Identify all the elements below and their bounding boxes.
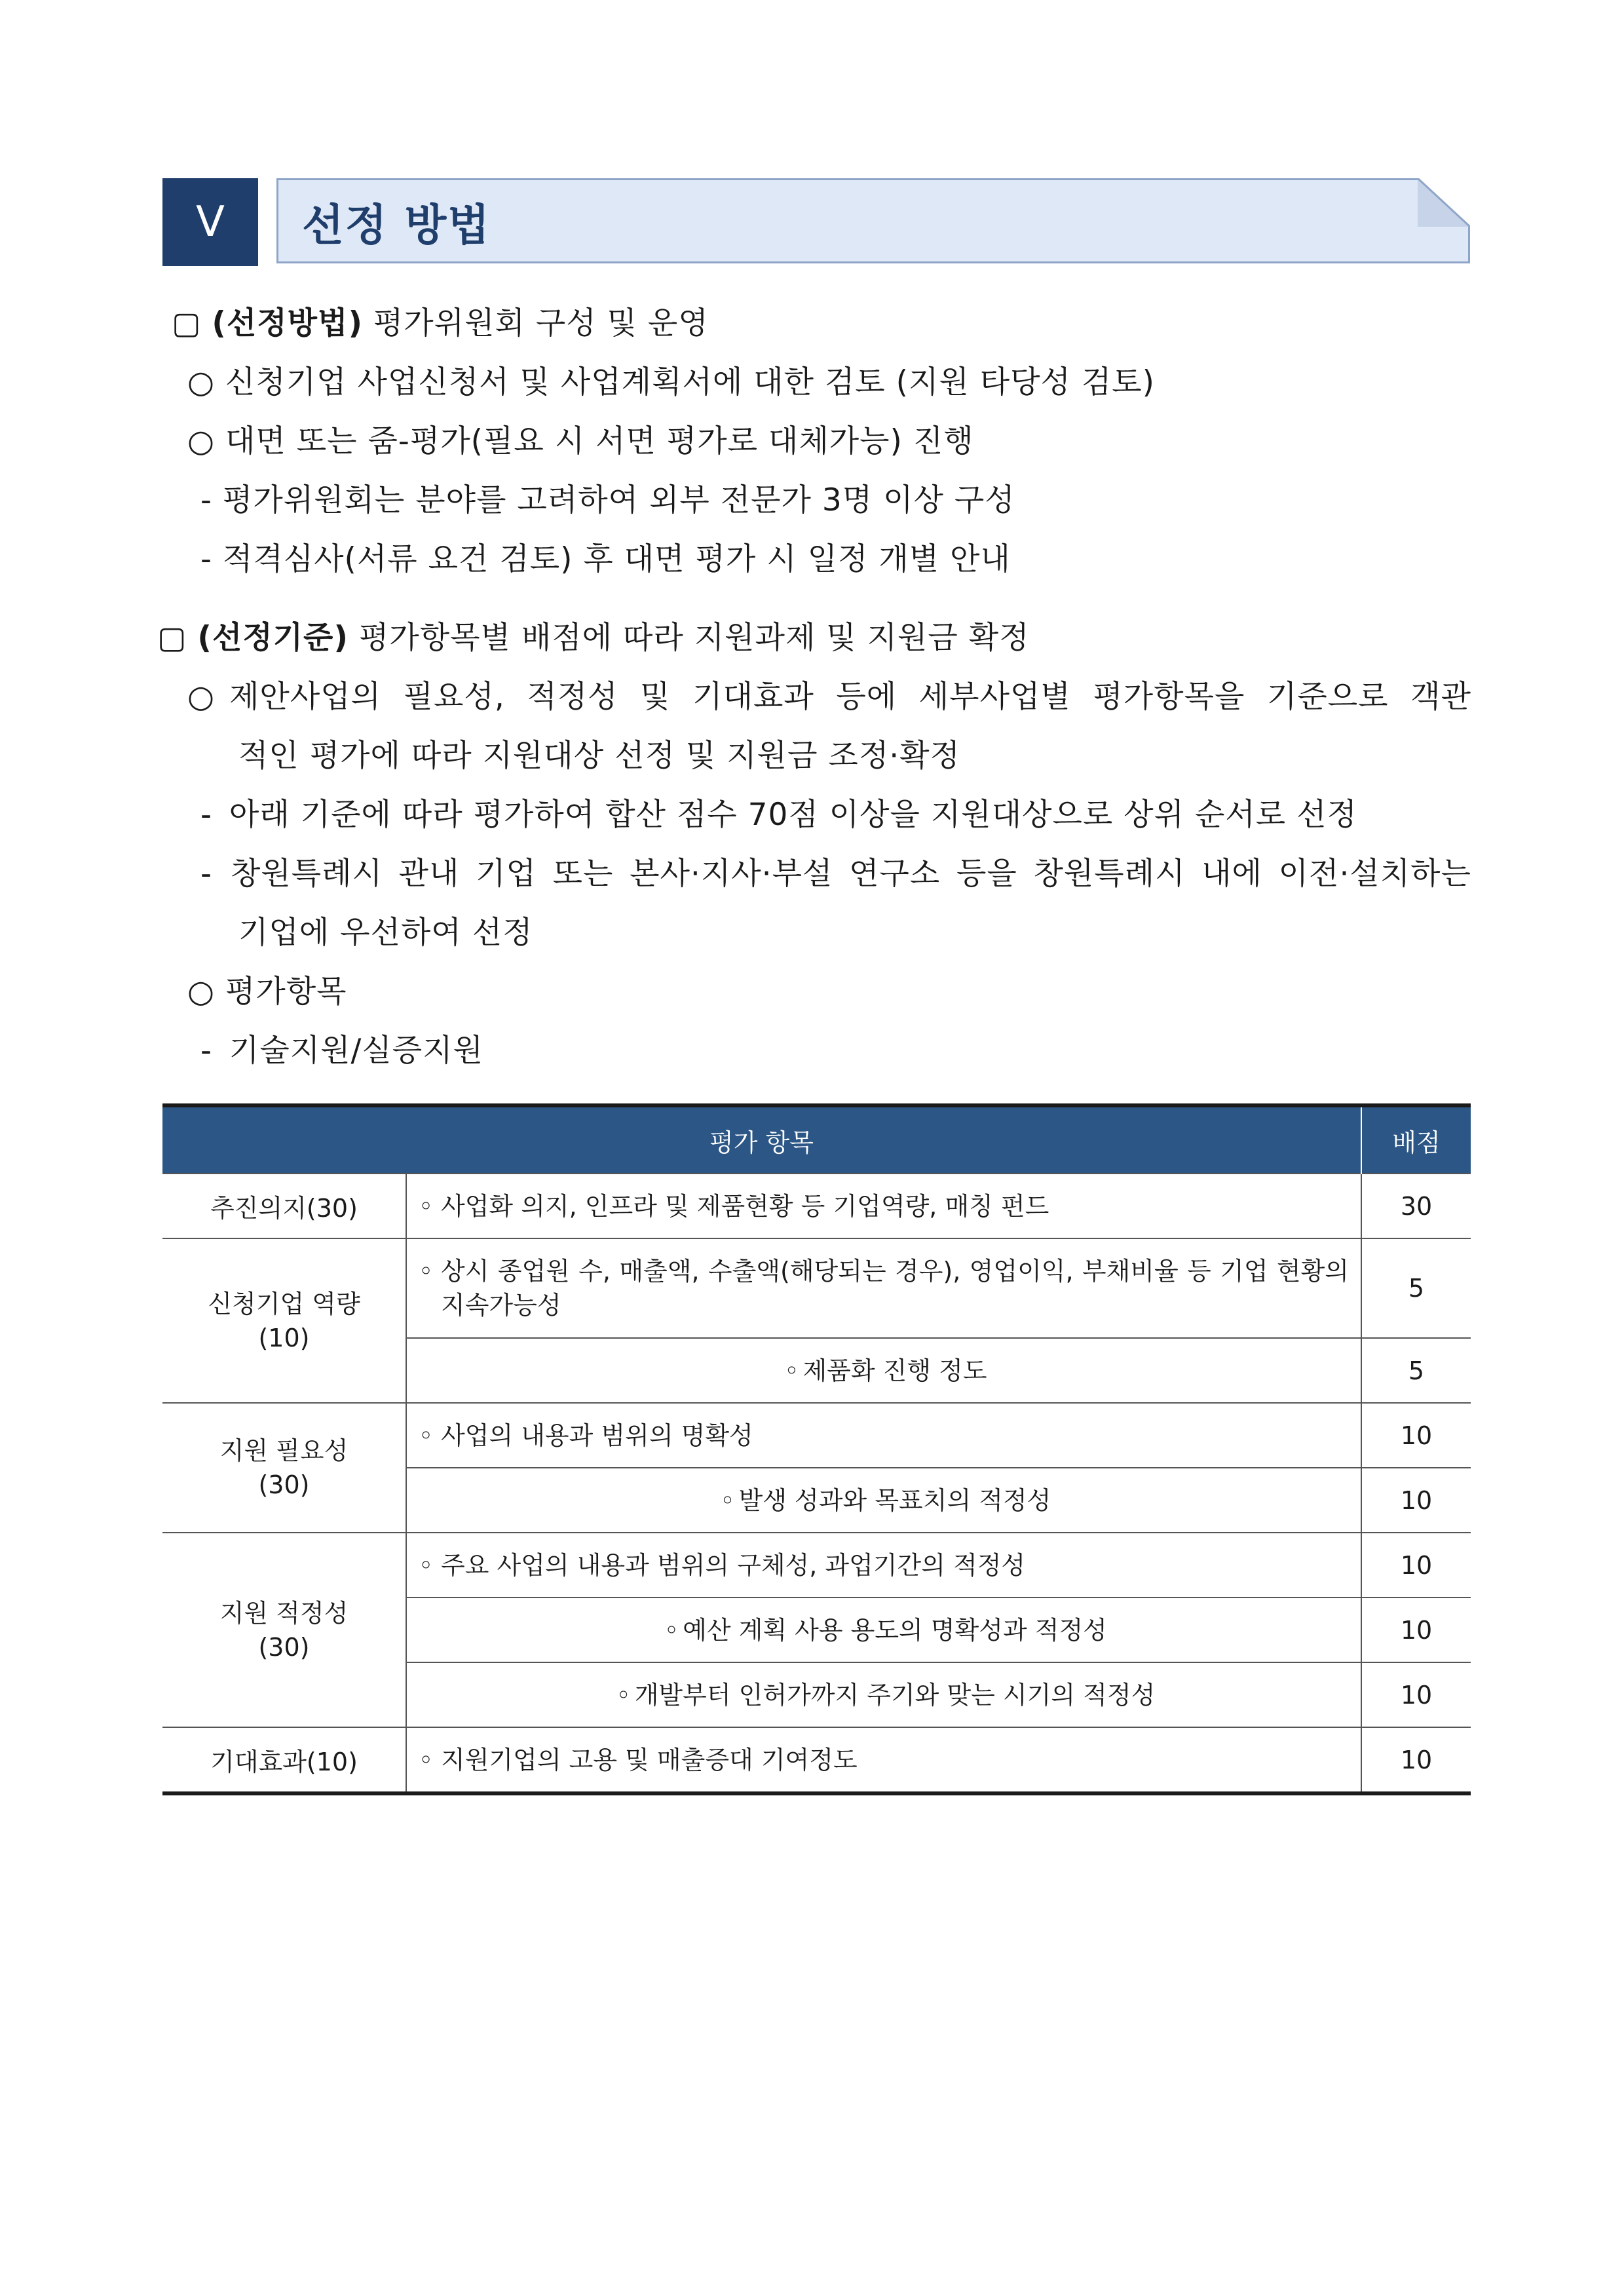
small-circle-bullet-icon: ◦ [784, 1356, 799, 1385]
item-cell: ◦ 상시 종업원 수, 매출액, 수출액(해당되는 경우), 영업이익, 부채비율 등 기업 현황의 지속가능성 [406, 1238, 1361, 1338]
list-item: ○ 대면 또는 줌-평가(필요 시 서면 평가로 대체가능) 진행 [187, 423, 974, 459]
score-cell: 5 [1361, 1338, 1471, 1403]
small-circle-bullet-icon: ◦ [419, 1550, 434, 1580]
list-item: ○ 제안사업의 필요성, 적정성 및 기대효과 등에 세부사업별 평가항목을 기준으로 객관 [187, 678, 1471, 717]
list-item: - 창원특례시 관내 기업 또는 본사·지사·부설 연구소 등을 창원특례시 내에 이전·설치하는 [200, 854, 1471, 894]
table-row [162, 1174, 1471, 1238]
list-item: ○ 평가항목 [187, 974, 347, 1010]
dash-bullet-icon: - [200, 482, 212, 518]
heading-text: 평가위원회 구성 및 운영 [362, 305, 709, 341]
evaluation-table [162, 1103, 1471, 1795]
category-cell: 신청기업 역량 (10) [162, 1238, 406, 1403]
circle-bullet-icon: ○ [187, 974, 216, 1010]
list-item: - 아래 기준에 따라 평가하여 합산 점수 70점 이상을 지원대상으로 상위 순서로 선정 [200, 797, 1357, 833]
list-item: - 적격심사(서류 요건 검토) 후 대면 평가 시 일정 개별 안내 [200, 541, 1011, 577]
table-row [162, 1727, 1471, 1793]
category-cell: 기대효과(10) [162, 1727, 406, 1793]
folded-corner-icon [1418, 178, 1470, 227]
list-item: ○ 신청기업 사업신청서 및 사업계획서에 대한 검토 (지원 타당성 검토) [187, 364, 1156, 400]
score-cell: 30 [1361, 1174, 1471, 1238]
item-cell: ◦ 주요 사업의 내용과 범위의 구체성, 과업기간의 적정성 [406, 1533, 1361, 1598]
score-cell: 10 [1361, 1533, 1471, 1598]
list-item-continuation: 기업에 우선하여 선정 [238, 915, 533, 951]
heading-selection-method [172, 304, 709, 343]
item-cell: ◦ 사업의 내용과 범위의 명확성 [406, 1403, 1361, 1468]
item-cell: ◦ 사업화 의지, 인프라 및 제품현황 등 기업역량, 매칭 펀드 [406, 1174, 1361, 1238]
dash-bullet-icon: - [200, 856, 212, 892]
item-cell: ◦ 개발부터 인허가까지 주기와 맞는 시기의 적정성 [406, 1662, 1361, 1727]
small-circle-bullet-icon: ◦ [419, 1257, 434, 1286]
table-row [162, 1533, 1471, 1598]
small-circle-bullet-icon: ◦ [419, 1421, 434, 1450]
dash-bullet-icon: - [200, 541, 212, 577]
heading-text: 평가항목별 배점에 따라 지원과제 및 지원금 확정 [348, 620, 1030, 656]
score-cell: 10 [1361, 1403, 1471, 1468]
section-title-box [276, 178, 1470, 263]
checkbox-square-icon: ▢ [157, 620, 187, 656]
small-circle-bullet-icon: ◦ [664, 1615, 679, 1645]
score-cell: 5 [1361, 1238, 1471, 1338]
small-circle-bullet-icon: ◦ [720, 1485, 735, 1515]
list-item: - 평가위원회는 분야를 고려하여 외부 전문가 3명 이상 구성 [200, 482, 1015, 518]
heading-label: (선정기준) [197, 620, 349, 656]
item-cell: ◦ 지원기업의 고용 및 매출증대 기여정도 [406, 1727, 1361, 1793]
item-cell: ◦ 발생 성과와 목표치의 적정성 [406, 1468, 1361, 1533]
section-title: 선정 방법 [302, 199, 491, 250]
category-cell: 지원 적정성 (30) [162, 1533, 406, 1727]
item-cell: ◦ 예산 계획 사용 용도의 명확성과 적정성 [406, 1598, 1361, 1662]
circle-bullet-icon: ○ [187, 364, 216, 400]
score-cell: 10 [1361, 1598, 1471, 1662]
category-cell: 추진의지(30) [162, 1174, 406, 1238]
list-item-continuation: 적인 평가에 따라 지원대상 선정 및 지원금 조정·확정 [238, 738, 960, 774]
score-cell: 10 [1361, 1662, 1471, 1727]
small-circle-bullet-icon: ◦ [419, 1191, 434, 1221]
circle-bullet-icon: ○ [187, 423, 216, 459]
score-cell: 10 [1361, 1468, 1471, 1533]
small-circle-bullet-icon: ◦ [616, 1680, 631, 1710]
section-number: Ⅴ [162, 178, 258, 266]
heading-selection-criteria [157, 619, 1030, 658]
table-row [162, 1238, 1471, 1338]
circle-bullet-icon: ○ [187, 679, 216, 715]
list-item: - 기술지원/실증지원 [200, 1033, 483, 1069]
table-row [162, 1403, 1471, 1468]
dash-bullet-icon: - [200, 797, 212, 833]
item-cell: ◦ 제품화 진행 정도 [406, 1338, 1361, 1403]
heading-label: (선정방법) [212, 305, 363, 341]
dash-bullet-icon: - [200, 1033, 212, 1069]
score-cell: 10 [1361, 1727, 1471, 1793]
header-score: 배점 [1361, 1105, 1471, 1174]
checkbox-square-icon: ▢ [172, 305, 202, 341]
table-header-row [162, 1105, 1471, 1174]
small-circle-bullet-icon: ◦ [419, 1745, 434, 1774]
category-cell: 지원 필요성 (30) [162, 1403, 406, 1533]
header-evaluation-item: 평가 항목 [162, 1105, 1361, 1174]
